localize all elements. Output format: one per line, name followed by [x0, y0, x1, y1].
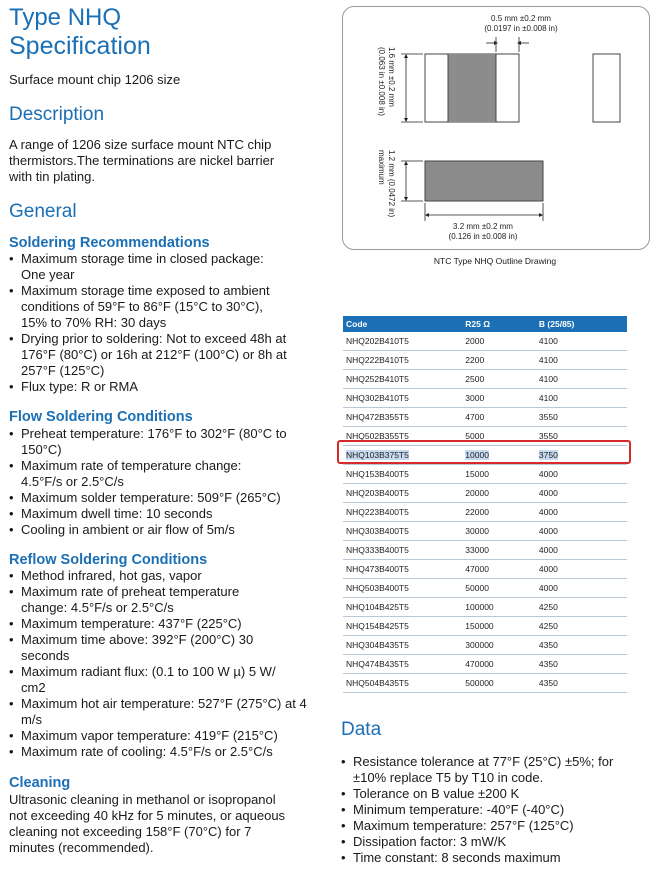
col-header-b: B (25/85) — [536, 316, 627, 332]
list-item: • Maximum storage time in closed package: One year — [9, 251, 289, 283]
cell-b: 4350 — [536, 674, 627, 693]
spec-table — [343, 316, 627, 693]
cell-code: NHQ303B400T5 — [343, 522, 462, 541]
cell-code: NHQ302B410T5 — [343, 389, 462, 408]
cell-r25: 5000 — [462, 427, 536, 446]
table-header-row — [343, 316, 627, 332]
cell-r25: 2500 — [462, 370, 536, 389]
reflow-heading: Reflow Soldering Conditions — [9, 552, 208, 568]
cell-r25: 4700 — [462, 408, 536, 427]
table-row — [343, 465, 627, 484]
list-item: • Drying prior to soldering: Not to exceed 48h at 176°F (80°C) or 16h at 212°F (100°C) or 8h at 257°F (125°C) — [9, 331, 306, 379]
cell-code: NHQ503B400T5 — [343, 579, 462, 598]
cell-b: 4100 — [536, 370, 627, 389]
table-row — [343, 370, 627, 389]
cleaning-text: Ultrasonic cleaning in methanol or isopropanol not exceeding 40 kHz for 5 minutes, or aqueous cleaning not exceeding 158°F (70°C) for 7 minutes (recommended). — [9, 792, 286, 855]
cell-r25: 470000 — [462, 655, 536, 674]
cell-b: 3750 — [536, 446, 627, 465]
cell-b: 3550 — [536, 408, 627, 427]
list-item: • Minimum temperature: -40°F (-40°C) — [341, 802, 641, 818]
cell-code: NHQ472B355T5 — [343, 408, 462, 427]
flow-list — [9, 426, 309, 538]
list-item: • Maximum temperature: 257°F (125°C) — [341, 818, 641, 834]
table-row — [343, 522, 627, 541]
list-item: • Preheat temperature: 176°F to 302°F (80°C to 150°C) — [9, 426, 301, 458]
highlight-box — [337, 440, 631, 464]
list-item: • Maximum dwell time: 10 seconds — [9, 506, 309, 522]
list-item: • Maximum temperature: 437°F (225°C) — [9, 616, 309, 632]
cell-code: NHQ154B425T5 — [343, 617, 462, 636]
list-item: • Tolerance on B value ±200 K — [341, 786, 641, 802]
page-title: Type NHQ Specification — [9, 4, 151, 60]
cell-code: NHQ474B435T5 — [343, 655, 462, 674]
cell-r25: 150000 — [462, 617, 536, 636]
cell-code: NHQ333B400T5 — [343, 541, 462, 560]
cell-b: 4350 — [536, 636, 627, 655]
dim-left-bottom-label: 1.2 mm (0.0472 in) maximum — [377, 150, 396, 218]
dim-bottom-label: 3.2 mm ±0.2 mm (0.126 in ±0.008 in) — [448, 222, 518, 241]
general-heading: General — [9, 201, 77, 222]
cell-b: 4000 — [536, 503, 627, 522]
cell-b: 4350 — [536, 655, 627, 674]
reflow-list — [9, 568, 309, 760]
cell-r25: 500000 — [462, 674, 536, 693]
cell-b: 3550 — [536, 427, 627, 446]
list-item: • Cooling in ambient or air flow of 5m/s — [9, 522, 309, 538]
cell-b: 4000 — [536, 579, 627, 598]
col-header-code: Code — [343, 316, 462, 332]
table-row — [343, 351, 627, 370]
soldering-heading: Soldering Recommendations — [9, 235, 210, 251]
cell-b: 4250 — [536, 617, 627, 636]
list-item: • Maximum vapor temperature: 419°F (215°C) — [9, 728, 309, 744]
cell-code: NHQ223B400T5 — [343, 503, 462, 522]
cell-code: NHQ202B410T5 — [343, 332, 462, 351]
dim-left-top-label: 1.6 mm ±0.2 mm (0.063 in ±0.008 in) — [377, 47, 396, 116]
cell-r25: 2200 — [462, 351, 536, 370]
table-row — [343, 598, 627, 617]
cell-code: NHQ504B435T5 — [343, 674, 462, 693]
cleaning-heading: Cleaning — [9, 775, 71, 791]
table-row — [343, 636, 627, 655]
table-row — [343, 560, 627, 579]
cell-b: 4000 — [536, 560, 627, 579]
drawing-caption: NTC Type NHQ Outline Drawing — [433, 256, 557, 266]
cell-b: 4000 — [536, 465, 627, 484]
table-row — [343, 541, 627, 560]
chip-end-termination — [593, 54, 620, 122]
table-row — [343, 655, 627, 674]
cell-r25: 47000 — [462, 560, 536, 579]
list-item: • Resistance tolerance at 77°F (25°C) ±5%; for ±10% replace T5 by T10 in code. — [341, 754, 623, 786]
cell-r25: 30000 — [462, 522, 536, 541]
cell-code: NHQ222B410T5 — [343, 351, 462, 370]
cell-code: NHQ252B410T5 — [343, 370, 462, 389]
dim-top-label: 0.5 mm ±0.2 mm (0.0197 in ±0.008 in) — [484, 14, 558, 33]
list-item: • Dissipation factor: 3 mW/K — [341, 834, 641, 850]
list-item: • Time constant: 8 seconds maximum — [341, 850, 641, 866]
cell-r25: 2000 — [462, 332, 536, 351]
cell-r25: 300000 — [462, 636, 536, 655]
cell-code: NHQ473B400T5 — [343, 560, 462, 579]
data-list — [341, 754, 641, 866]
cell-r25: 15000 — [462, 465, 536, 484]
cell-b: 4100 — [536, 389, 627, 408]
table-row — [343, 484, 627, 503]
description-text: A range of 1206 size surface mount NTC chip thermistors.The terminations are nickel barrier with tin plating. — [9, 137, 275, 184]
flow-heading: Flow Soldering Conditions — [9, 409, 193, 425]
soldering-list — [9, 251, 309, 395]
cell-b: 4000 — [536, 522, 627, 541]
cell-code: NHQ104B425T5 — [343, 598, 462, 617]
list-item: • Flux type: R or RMA — [9, 379, 309, 395]
table-row — [343, 503, 627, 522]
cell-r25: 50000 — [462, 579, 536, 598]
cell-b: 4000 — [536, 541, 627, 560]
cell-r25: 22000 — [462, 503, 536, 522]
chip-right-termination — [496, 54, 519, 122]
list-item: • Method infrared, hot gas, vapor — [9, 568, 309, 584]
col-header-r25: R25 Ω — [462, 316, 536, 332]
page-subtitle: Surface mount chip 1206 size — [9, 72, 181, 87]
outline-drawing — [342, 6, 650, 250]
cell-code: NHQ153B400T5 — [343, 465, 462, 484]
list-item: • Maximum rate of cooling: 4.5°F/s or 2.5°C/s — [9, 744, 309, 760]
cell-b: 4000 — [536, 484, 627, 503]
list-item: • Maximum storage time exposed to ambient conditions of 59°F to 86°F (15°C to 30°C), 15% to 70% RH: 30 days — [9, 283, 289, 331]
table-row — [343, 332, 627, 351]
list-item: • Maximum rate of temperature change: 4.5°F/s or 2.5°C/s — [9, 458, 271, 490]
table-row — [343, 389, 627, 408]
cell-code: NHQ502B355T5 — [343, 427, 462, 446]
cell-b: 4100 — [536, 332, 627, 351]
list-item: • Maximum rate of preheat temperature change: 4.5°F/s or 2.5°C/s — [9, 584, 276, 616]
cell-r25: 20000 — [462, 484, 536, 503]
table-row — [343, 579, 627, 598]
cell-b: 4250 — [536, 598, 627, 617]
cell-code: NHQ103B375T5 — [343, 446, 462, 465]
cell-r25: 10000 — [462, 446, 536, 465]
cell-code: NHQ203B400T5 — [343, 484, 462, 503]
list-item: • Maximum hot air temperature: 527°F (275°C) at 4 m/s — [9, 696, 311, 728]
chip-left-termination — [425, 54, 448, 122]
list-item: • Maximum time above: 392°F (200°C) 30 seconds — [9, 632, 281, 664]
list-item: • Maximum radiant flux: (0.1 to 100 W µ) 5 W/ cm2 — [9, 664, 301, 696]
cell-r25: 3000 — [462, 389, 536, 408]
table-row — [343, 617, 627, 636]
cell-b: 4100 — [536, 351, 627, 370]
description-heading: Description — [9, 104, 105, 125]
table-row — [343, 408, 627, 427]
table-row — [343, 674, 627, 693]
chip-side-view — [425, 161, 543, 201]
cell-code: NHQ304B435T5 — [343, 636, 462, 655]
list-item: • Maximum solder temperature: 509°F (265°C) — [9, 490, 309, 506]
cell-r25: 33000 — [462, 541, 536, 560]
data-heading: Data — [341, 719, 382, 740]
cell-r25: 100000 — [462, 598, 536, 617]
